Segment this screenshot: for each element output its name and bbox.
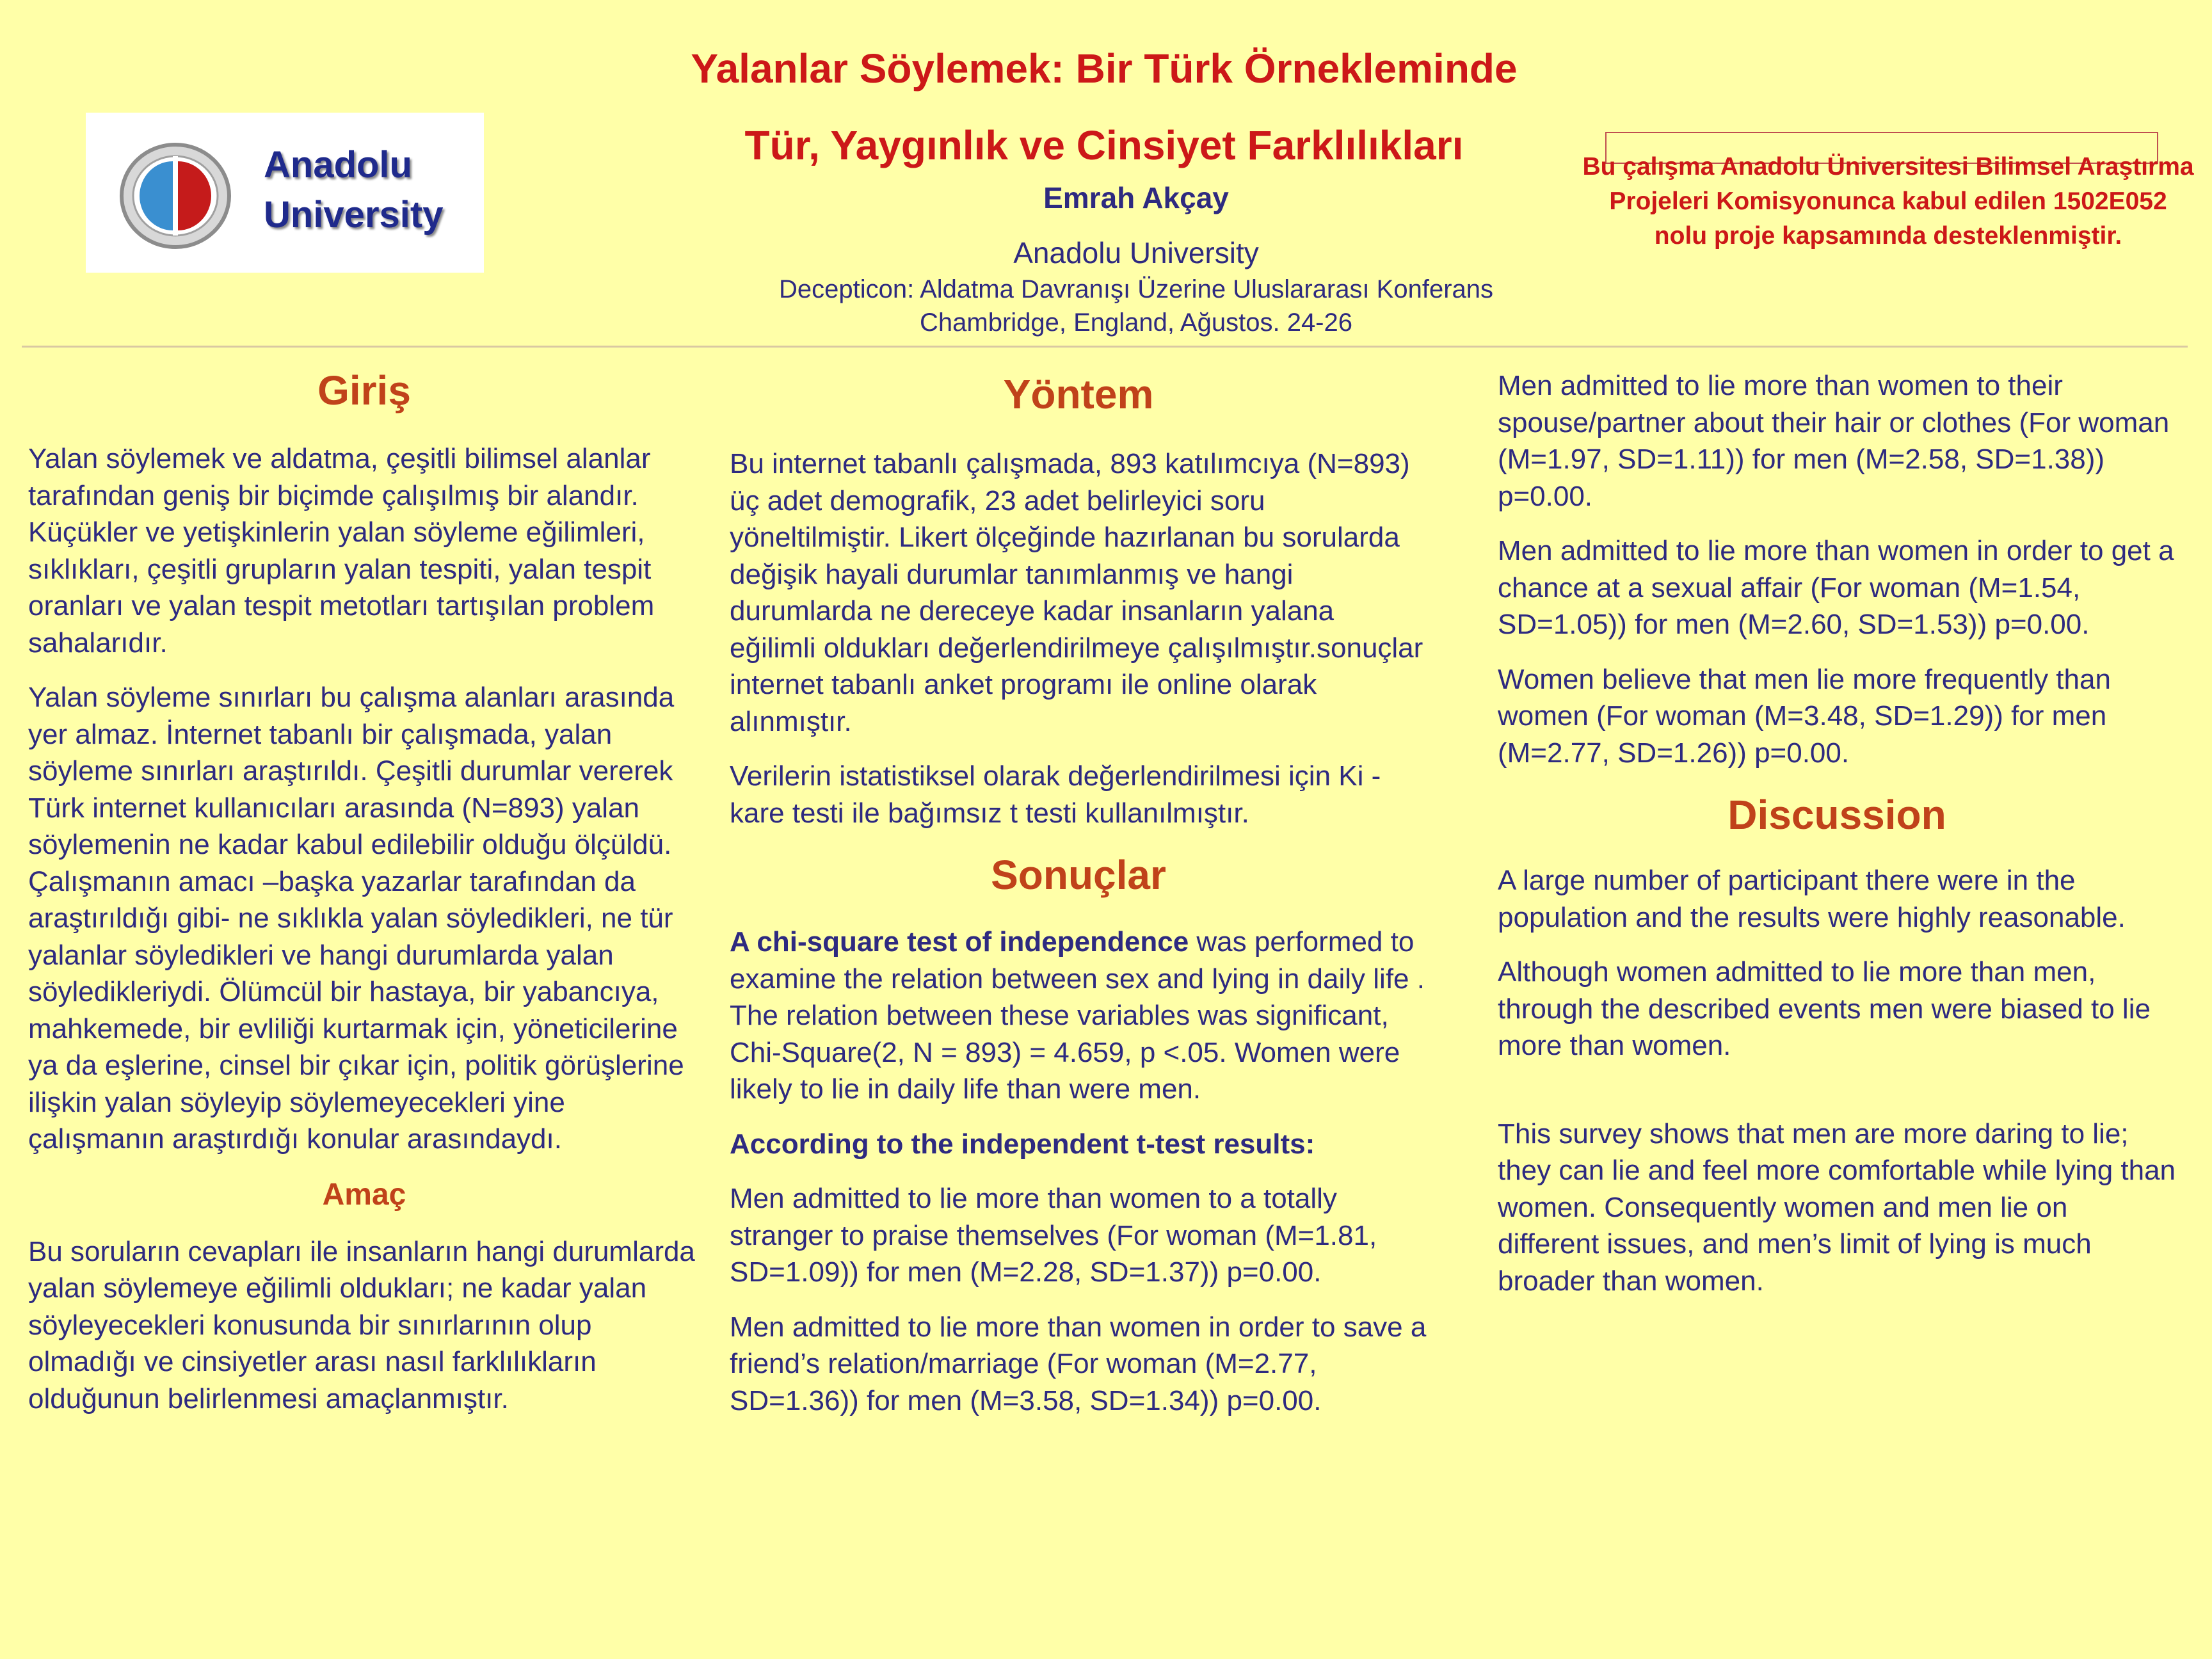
result-friend-marriage: Men admitted to lie more than women in order to save a friend’s relation/marriage (For woman (M=2.77, SD=1.36)) for men (M=3.58, SD=1.34)) p=0.00.	[730, 1311, 1427, 1416]
anadolu-emblem-icon	[118, 137, 233, 252]
giris-paragraph-2: Yalan söyleme sınırları bu çalışma alanları arasında yer almaz. İnternet tabanlı bir çalışmada, yalan söyleme sınırları araştırıldı. Çeşitli durumlar vererek Türk internet kullanıcıları arasında (N=893) yalan söylemenin ne kadar kabul edilebilir olduğu ölçüldü. Çalışmanın amacı –başka yazarlar tarafından da araştırıldığı gibi- ne sıklıkla yalan söyledikleri, ne tür yalanlar söyledikleri ve hangi durumlarda yalan söyledikleriydi. Ölümcül bir hastaya, bir yabancıya, mahkemede, bir evliliği kurtarmak için, yöneticilerine ya da eşlerine, cinsel bir çıkar için, politik görüşlerine ilişkin yalan söyleyip söylemeyecekleri yine çalışmanın araştırdığı konular arasındaydı.	[28, 682, 684, 1155]
section-heading-amac: Amaç	[322, 1177, 406, 1212]
author-institution: Anadolu University	[1013, 236, 1259, 269]
poster-title-line-1: Yalanlar Söylemek: Bir Türk Örnekleminde	[691, 45, 1518, 92]
section-heading-sonuclar: Sonuçlar	[991, 852, 1166, 898]
funding-note: Bu çalışma Anadolu Üniversitesi Bilimsel Araştırma Projeleri Komisyonunca kabul edilen 1502E052 nolu proje kapsamında desteklenmiştir.	[1582, 153, 2194, 250]
poster-title-line-2: Tür, Yaygınlık ve Cinsiyet Farklılıkları	[744, 122, 1464, 168]
result-stranger: Men admitted to lie more than women to a totally stranger to praise themselves (For woman (M=1.81, SD=1.09)) for men (M=2.28, SD=1.37)) p=0.00.	[730, 1183, 1377, 1288]
right-column	[1498, 367, 2176, 1317]
section-heading-discussion: Discussion	[1727, 792, 1946, 838]
author-name: Emrah Akçay	[1043, 181, 1229, 214]
section-heading-yontem: Yöntem	[1003, 371, 1154, 417]
chi-square-lead: A chi-square test of independence	[730, 926, 1189, 958]
university-logo	[86, 113, 484, 273]
amac-paragraph: Bu soruların cevapları ile insanların hangi durumlarda yalan söylemeye eğilimli oldukları; ne kadar yalan söyleyecekleri konusunda bir sınırlarının olup olmadığı ve cinsiyetler arası nasıl farklılıkların olduğunun belirlenmesi amaçlanmıştır.	[28, 1235, 695, 1415]
result-sexual-affair: Men admitted to lie more than women in order to get a chance at a sexual affair (For woman (M=1.54, SD=1.05)) for men (M=2.60, SD=1.53)) p=0.00.	[1498, 535, 2174, 640]
logo-text-anadolu: Anadolu	[264, 144, 412, 186]
result-spouse-partner: Men admitted to lie more than women to their spouse/partner about their hair or clothes (For woman (M=1.97, SD=1.11)) for men (M=2.58, SD=1.38)) p=0.00.	[1498, 370, 2170, 512]
discussion-paragraph-1: A large number of participant there were in the population and the results were highly reasonable.	[1498, 865, 2126, 933]
discussion-paragraph-2: Although women admitted to lie more than men, through the described events men were biased to lie more than women.	[1498, 956, 2151, 1061]
t-test-heading: According to the independent t-test results:	[730, 1128, 1315, 1160]
result-belief-frequency: Women believe that men lie more frequently than women (For woman (M=3.48, SD=1.29)) for men (M=2.77, SD=1.26)) p=0.00.	[1498, 663, 2111, 769]
middle-column	[730, 369, 1427, 1437]
conference-name: Decepticon: Aldatma Davranışı Üzerine Uluslararası Konferans	[778, 275, 1494, 303]
chi-square-paragraph	[730, 924, 1427, 1108]
left-column	[28, 365, 700, 1435]
chi-square-text: was performed to examine the relation between sex and lying in daily life . The relation between these variables was significant, Chi-Square(2, N = 893) = 4.659, p <.05. Women were likely to lie in daily life than were men.	[730, 926, 1425, 1105]
header-divider	[22, 346, 2188, 348]
section-heading-giris: Giriş	[317, 367, 411, 413]
discussion-paragraph-3: This survey shows that men are more daring to lie; they can lie and feel more comfortable while lying than women. Consequently women and men lie on different issues, and men’s limit of lying is much broader than women.	[1498, 1118, 2176, 1297]
yontem-paragraph-2: Verilerin istatistiksel olarak değerlendirilmesi için Ki -kare testi ile bağımsız t testi kullanılmıştır.	[730, 760, 1381, 829]
conference-location-date: Chambridge, England, Ağustos. 24-26	[920, 309, 1352, 337]
giris-paragraph-1: Yalan söylemek ve aldatma, çeşitli bilimsel alanlar tarafından geniş bir biçimde çalışılmış bir alandır. Küçükler ve yetişkinlerin yalan söyleme eğilimleri, sıklıkları, çeşitli grupların yalan tespiti, yalan tespit oranları ve yalan tespit metotları tartışılan problem sahalarıdır.	[28, 443, 655, 659]
yontem-paragraph-1: Bu internet tabanlı çalışmada, 893 katılımcıya (N=893) üç adet demografik, 23 adet belirleyici soru yöneltilmiştir. Likert ölçeğinde hazırlanan bu sorularda değişik hayali durumlar tanımlanmış ve hangi durumlarda ne dereceye kadar insanların yalana eğilimli oldukları değerlendirilmeye çalışılmıştır.sonuçlar internet tabanlı anket programı ile online olarak alınmıştır.	[730, 448, 1423, 737]
logo-text-university: University	[264, 194, 444, 236]
